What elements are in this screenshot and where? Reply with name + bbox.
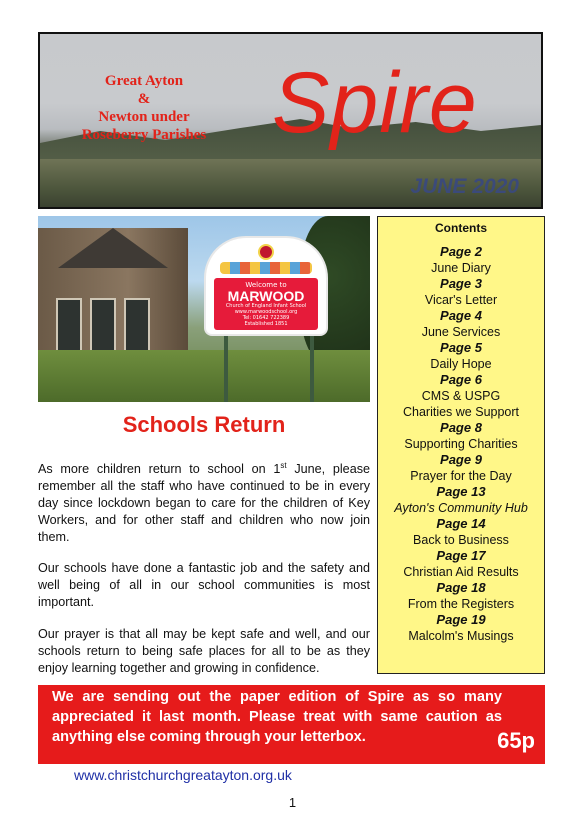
contents-item: Supporting Charities	[404, 437, 518, 451]
sign-tel: Tel: 01642 722389	[242, 315, 290, 321]
contents-page-number: Page 8	[440, 420, 482, 435]
school-sign	[206, 238, 326, 334]
website-link[interactable]: www.christchurchgreatayton.org.uk	[74, 767, 292, 783]
article-title: Schools Return	[122, 412, 286, 437]
paragraph-text: June, please remember all the staff who have continued to be in every day since lockdown began to care for the children of Key Workers, and for other staff and children who now join them.	[38, 462, 370, 545]
article-paragraph: Our schools have done a fantastic job and the safety and well being of all in our school communities is most important.	[38, 561, 370, 609]
contents-heading: Contents	[435, 221, 487, 235]
building-window	[90, 298, 116, 352]
contents-item: From the Registers	[407, 597, 515, 611]
paragraph-text: As more children return to school on 1	[38, 462, 281, 477]
contents-page-number: Page 5	[440, 340, 482, 355]
contents-list	[378, 244, 544, 644]
contents-page-number: Page 9	[440, 452, 482, 467]
masthead-banner	[38, 32, 543, 209]
contents-page-number: Page 19	[436, 612, 486, 627]
contents-page-number: Page 14	[436, 516, 486, 531]
contents-item: Christian Aid Results	[403, 565, 519, 579]
sign-post	[310, 332, 314, 402]
contents-item: Daily Hope	[430, 357, 492, 371]
contents-box	[377, 216, 545, 674]
parishes-line: &	[137, 91, 151, 107]
article-paragraph: Our prayer is that all may be kept safe and well, and our schools return to being safe places for all to be as they enjoy learning together and growing in confidence.	[38, 627, 370, 675]
children-drawing	[220, 262, 312, 274]
sign-school: Church of England Infant School	[225, 303, 307, 309]
price-label: 65p	[497, 728, 535, 753]
notice-banner	[38, 685, 545, 764]
parishes-line: Great Ayton	[104, 73, 184, 89]
sign-est: Established 1851	[244, 321, 288, 327]
sign-board	[214, 278, 318, 330]
sign-welcome: Welcome to	[245, 281, 287, 289]
ordinal-suffix: st	[280, 461, 287, 470]
grass	[38, 350, 370, 402]
page-number: 1	[288, 795, 297, 810]
contents-page-number: Page 13	[436, 484, 486, 499]
sign-name: MARWOOD	[227, 288, 305, 304]
sign-web: www.marwoodschool.org	[234, 309, 298, 315]
contents-item: CMS & USPG	[421, 389, 501, 403]
building-window	[124, 298, 150, 352]
contents-page-number: Page 3	[440, 276, 482, 291]
contents-item: Malcolm's Musings	[408, 629, 514, 643]
contents-item: Ayton's Community Hub	[394, 501, 528, 515]
contents-item: June Services	[421, 325, 501, 339]
contents-page-number: Page 6	[440, 372, 482, 387]
building-roof	[58, 228, 168, 268]
school-crest-icon	[258, 244, 274, 260]
parishes-line: Roseberry Parishes	[81, 127, 207, 143]
contents-item: June Diary	[431, 261, 491, 275]
parishes-label	[64, 72, 224, 144]
school-photo	[38, 216, 370, 402]
notice-message: We are sending out the paper edition of Spire as so many appreciated it last month. Please treat with same caution as anything else coming through your letterbox.	[52, 689, 502, 745]
parishes-line: Newton under	[98, 109, 190, 125]
contents-page-number: Page 4	[440, 308, 482, 323]
contents-item: Vicar's Letter	[424, 293, 498, 307]
contents-page-number: Page 17	[436, 548, 486, 563]
contents-item: Charities we Support	[402, 405, 520, 419]
article-paragraph	[38, 457, 370, 546]
contents-item: Prayer for the Day	[410, 469, 512, 483]
issue-date: JUNE 2020	[410, 175, 519, 198]
contents-item: Back to Business	[413, 533, 509, 547]
magazine-title: Spire	[272, 55, 478, 151]
contents-page-number: Page 18	[436, 580, 486, 595]
building-window	[56, 298, 82, 352]
contents-page-number: Page 2	[440, 244, 482, 259]
sign-post	[224, 332, 228, 402]
